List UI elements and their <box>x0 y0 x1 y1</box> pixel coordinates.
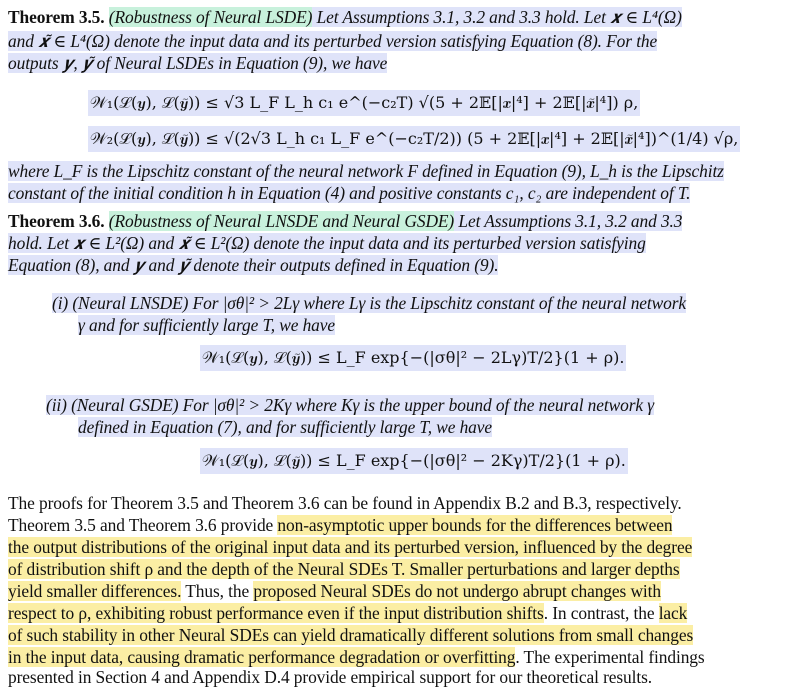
theorem36-line2-text: hold. Let 𝒙 ∈ L²(Ω) and 𝒙̃ ∈ L²(Ω) denote the input data and its perturbed version satisfying <box>8 233 646 253</box>
theorem36-item-ii-line2 <box>78 416 492 438</box>
paragraph-text5b: Thus, the <box>181 581 254 601</box>
theorem35-line3-text: outputs 𝒚, 𝒚̃ of Neural LSDEs in Equation (9), we have <box>8 53 388 73</box>
theorem36-line3 <box>8 254 498 276</box>
paragraph-highlight-lack: lack <box>658 603 688 623</box>
theorem36-line1-text: Let Assumptions 3.1, 3.2 and 3.3 <box>454 211 683 231</box>
paragraph-line9 <box>8 666 652 688</box>
paragraph-line1 <box>8 492 682 514</box>
theorem36-line2 <box>8 232 646 254</box>
theorem35-line2 <box>8 30 657 52</box>
equation-w2-lsde: 𝒲₂(ℒ(𝒚), ℒ(𝒚̃)) ≤ √(2√3 L_h c₁ L_F e^(−c₂T/2)) (5 + 2𝔼[|𝒙|⁴] + 2𝔼[|𝒙̃|⁴])^(1/4) √ρ, <box>88 126 740 152</box>
item-ii-text1: (ii) (Neural GSDE) For |σθ|² > 2Kγ where Kγ is the upper bound of the neural network γ <box>46 395 655 415</box>
paragraph-text8a: in the input data, causing dramatic performance degradation or overfitting <box>8 647 516 667</box>
item-i-text2: γ and for sufficiently large T, we have <box>78 315 336 335</box>
theorem35-line3 <box>8 52 387 74</box>
theorem35-name: (Robustness of Neural LSDE) <box>108 7 313 27</box>
paragraph-line8 <box>8 646 705 668</box>
paragraph-text2a: Theorem 3.5 and Theorem 3.6 provide <box>8 515 278 535</box>
paragraph-line7 <box>8 624 693 646</box>
theorem35-line2-text: and 𝒙̃ ∈ L⁴(Ω) denote the input data and its perturbed version satisfying Equation (8). For the <box>8 31 658 51</box>
theorem36-item-i-line1 <box>52 292 686 314</box>
paragraph-line2 <box>8 514 672 536</box>
theorem35-where-line1 <box>8 160 724 182</box>
paragraph-text1: The proofs for Theorem 3.5 and Theorem 3.6 can be found in Appendix B.2 and B.3, respectively. <box>8 493 682 513</box>
theorem35-heading: Theorem 3.5. <box>8 7 105 27</box>
paragraph-line5 <box>8 580 661 602</box>
paragraph-text8b: . The experimental findings <box>515 647 705 667</box>
paragraph-line3 <box>8 536 692 558</box>
paragraph-text5a: yield smaller differences. <box>8 581 182 601</box>
equation-w1-lnsde: 𝒲₁(ℒ(𝒚), ℒ(𝒚̃)) ≤ L_F exp{−(|σθ|² − 2Lγ)T/2}(1 + ρ). <box>200 345 626 371</box>
theorem36-line1 <box>8 210 682 232</box>
theorem36-heading: Theorem 3.6. <box>8 211 105 231</box>
theorem35-where-line2 <box>8 182 690 204</box>
paragraph-text9: presented in Section 4 and Appendix D.4 provide empirical support for our theoretical results. <box>8 667 653 687</box>
theorem35-where-text2: constant of the initial condition h in Equation (4) and positive constants c₁, c₂ are independent of T. <box>8 183 691 203</box>
item-i-text1: (i) (Neural LNSDE) For |σθ|² > 2Lγ where Lγ is the Lipschitz constant of the neural network <box>52 293 687 313</box>
paragraph-highlight-bounds: non-asymptotic upper bounds for the differences between <box>277 515 673 535</box>
theorem35-line1-text: Let Assumptions 3.1, 3.2 and 3.3 hold. Let 𝒙 ∈ L⁴(Ω) <box>312 7 682 27</box>
theorem36-item-ii-line1 <box>46 394 654 416</box>
paragraph-text7: of such stability in other Neural SDEs can yield dramatically different solutions from small changes <box>8 625 694 645</box>
paragraph-text6b: . In contrast, the <box>543 603 659 623</box>
theorem36-name: (Robustness of Neural LNSDE and Neural GSDE) <box>108 211 455 231</box>
paragraph-text4: of distribution shift ρ and the depth of the Neural SDEs T. Smaller perturbations and larger depths <box>8 559 680 579</box>
paragraph-highlight-robust: proposed Neural SDEs do not undergo abrupt changes with <box>253 581 661 601</box>
equation-w1-gsde: 𝒲₁(ℒ(𝒚), ℒ(𝒚̃)) ≤ L_F exp{−(|σθ|² − 2Kγ)T/2}(1 + ρ). <box>200 448 628 474</box>
theorem35-where-text1: where L_F is the Lipschitz constant of the neural network F defined in Equation (9), L_h is the Lipschitz <box>8 161 724 181</box>
theorem35-line1 <box>8 6 682 28</box>
theorem36-item-i-line2 <box>78 314 335 336</box>
equation-w1-lsde: 𝒲₁(ℒ(𝒚), ℒ(𝒚̃)) ≤ √3 L_F L_h c₁ e^(−c₂T) √(5 + 2𝔼[|𝒙|⁴] + 2𝔼[|𝒙̃|⁴]) ρ, <box>88 90 640 116</box>
paragraph-line4 <box>8 558 680 580</box>
item-ii-text2: defined in Equation (7), and for sufficiently large T, we have <box>78 417 493 437</box>
paragraph-text6a: respect to ρ, exhibiting robust performance even if the input distribution shifts <box>8 603 544 623</box>
paragraph-text3: the output distributions of the original input data and its perturbed version, influenced by the degree <box>8 537 693 557</box>
theorem36-line3-text: Equation (8), and 𝒚 and 𝒚̃ denote their outputs defined in Equation (9). <box>8 255 499 275</box>
paragraph-line6 <box>8 602 687 624</box>
